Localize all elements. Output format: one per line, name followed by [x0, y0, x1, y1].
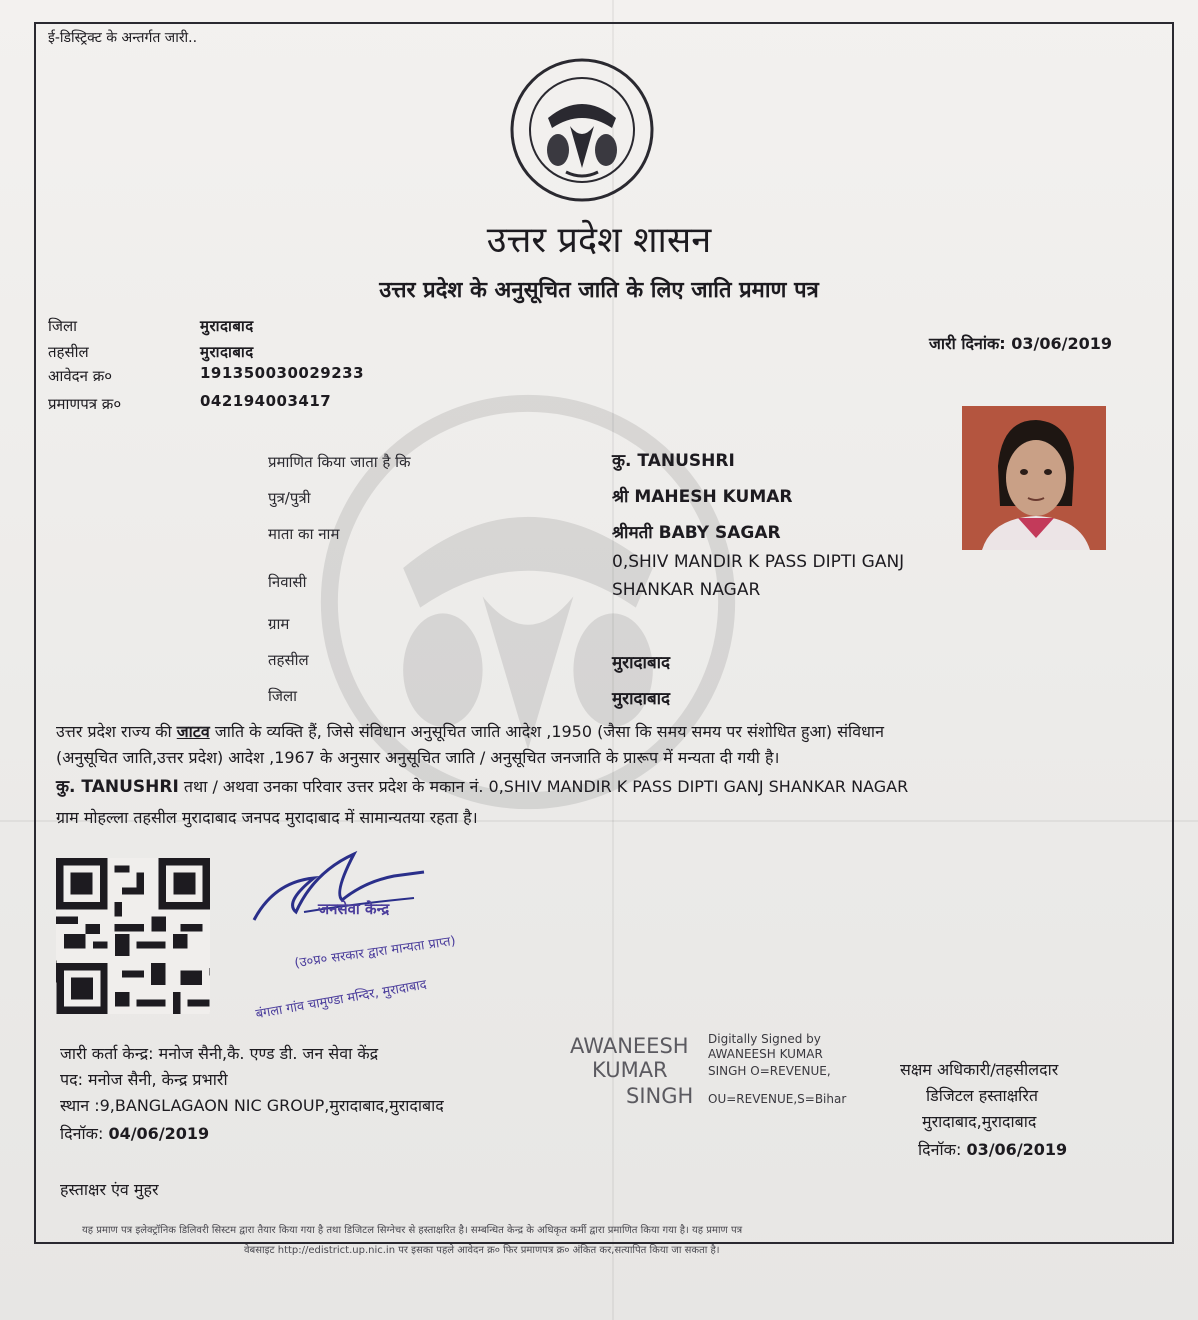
applicant-photo [962, 406, 1106, 550]
district-value: मुरादाबाद [200, 317, 254, 335]
issuer-post: पद: मनोज सैनी, केन्द्र प्रभारी [60, 1070, 228, 1089]
body-line-1b: जाति के व्यक्ति हैं, जिसे संविधान अनुसूचित जाति आदेश ,1950 (जैसा कि समय समय पर संशोधित हुआ) संविधान [209, 722, 884, 741]
ds-detail-line-2: AWANEESH KUMAR [708, 1047, 823, 1061]
father-name: श्री MAHESH KUMAR [612, 487, 793, 507]
stamp-line-1: जनसेवा केन्द्र [318, 900, 390, 918]
authority-place: मुरादाबाद,मुरादाबाद [922, 1112, 1037, 1131]
stamp-line-3: बंगला गांव चामुण्डा मन्दिर, मुरादाबाद [254, 977, 428, 1023]
village-label: ग्राम [268, 615, 290, 633]
ds-detail-line-1: Digitally Signed by [708, 1032, 821, 1046]
issuer-date-value: 04/06/2019 [108, 1124, 210, 1143]
certified-label: प्रमाणित किया जाता है कि [268, 453, 411, 471]
center-signature-stamp [244, 842, 564, 1028]
certificate-number: 042194003417 [200, 392, 332, 410]
authority-digitally-signed: डिजिटल हस्ताक्षरित [926, 1086, 1038, 1105]
sign-and-seal-label: हस्ताक्षर एंव मुहर [60, 1180, 159, 1199]
issue-date-label: जारी दिनांक: [929, 334, 1006, 353]
application-number-label: आवेदन क्र० [48, 367, 113, 385]
applicant-portrait-icon [962, 406, 1106, 550]
issued-under-note: ई-डिस्ट्रिक्ट के अन्तर्गत जारी.. [48, 30, 198, 46]
body-line-1 [56, 720, 884, 742]
mother-name: श्रीमती BABY SAGAR [612, 523, 781, 543]
application-number: 191350030029233 [200, 364, 365, 382]
applicant-name: कु. TANUSHRI [612, 451, 735, 471]
certificate-number-label: प्रमाणपत्र क्र० [48, 395, 122, 413]
person-tehsil-label: तहसील [268, 651, 309, 669]
tehsil-value: मुरादाबाद [200, 343, 254, 361]
authority-date-value: 03/06/2019 [966, 1140, 1068, 1159]
ds-name-line-2: KUMAR [592, 1058, 668, 1082]
authority-title: सक्षम अधिकारी/तहसीलदार [900, 1060, 1059, 1079]
address-line-2: SHANKAR NAGAR [612, 580, 761, 600]
issue-date-value: 03/06/2019 [1011, 334, 1112, 353]
body-line-2: (अनुसूचित जाति,उत्तर प्रदेश) आदेश ,1967 के अनुसार अनुसूचित जाति / अनुसूचित जनजाति के प्रारूप में मन्यता दी गयी है। [56, 748, 780, 767]
qr-code-lower-icon [56, 934, 210, 1014]
ds-name-line-3: SINGH [626, 1084, 694, 1108]
issue-date [929, 332, 1112, 354]
resident-label: निवासी [268, 573, 307, 591]
person-tehsil-value: मुरादाबाद [612, 653, 671, 673]
ds-detail-line-3: SINGH O=REVENUE, [708, 1064, 831, 1078]
body-applicant-name: कु. TANUSHRI [56, 777, 179, 797]
up-state-emblem-icon [508, 56, 656, 204]
district-label: जिला [48, 317, 78, 335]
address-line-1: 0,SHIV MANDIR K PASS DIPTI GANJ [612, 552, 905, 572]
issuer-date [60, 1122, 209, 1144]
ds-name-line-1: AWANEESH [570, 1034, 689, 1058]
authority-date-label: दिनॉक: [918, 1140, 962, 1159]
government-title: उत्तर प्रदेश शासन [486, 220, 712, 261]
person-district-label: जिला [268, 687, 298, 705]
issuing-center: जारी कर्ता केन्द्र: मनोज सैनी,कै. एण्ड डी. जन सेवा केंद्र [60, 1044, 379, 1063]
person-district-value: मुरादाबाद [612, 689, 671, 709]
body-line-3 [56, 774, 908, 797]
issuer-date-label: दिनॉक: [60, 1124, 104, 1143]
body-line-1a: उत्तर प्रदेश राज्य की [56, 722, 177, 741]
authority-date [918, 1138, 1067, 1160]
ds-detail-line-4: OU=REVENUE,S=Bihar [708, 1092, 847, 1106]
certificate-title: उत्तर प्रदेश के अनुसूचित जाति के लिए जाति प्रमाण पत्र [379, 278, 819, 303]
caste-name: जाटव [176, 722, 210, 741]
footer-note-1: यह प्रमाण पत्र इलेक्ट्रॉनिक डिलिवरी सिस्टम द्वारा तैयार किया गया है तथा डिजिटल सिग्नेचर से हस्ताक्षरित है। सम्बन्धित केन्द्र के अधिकृत कर्मी द्वारा प्रमाणित किया गया है। यह प्रमाण पत्र [82, 1225, 743, 1236]
body-address: तथा / अथवा उनका परिवार उत्तर प्रदेश के मकान नं. 0,SHIV MANDIR K PASS DIPTI GANJ SHANKAR NAGAR [178, 777, 909, 796]
body-line-4: ग्राम मोहल्ला तहसील मुरादाबाद जनपद मुरादाबाद में सामान्यतया रहता है। [56, 808, 478, 827]
stamp-line-2: (उ०प्र० सरकार द्वारा मान्यता प्राप्त) [293, 933, 457, 972]
issuer-place: स्थान :9,BANGLAGAON NIC GROUP,मुरादाबाद,मुरादाबाद [60, 1096, 444, 1115]
mother-label: माता का नाम [268, 525, 340, 543]
tehsil-label: तहसील [48, 343, 89, 361]
footer-note-2: वेबसाइट http://edistrict.up.nic.in पर इसका पहले आवेदन क्र० फिर प्रमाणपत्र क्र० अंकित कर,सत्यापित किया जा सकता है। [244, 1245, 720, 1256]
parent-label: पुत्र/पुत्री [268, 489, 311, 507]
